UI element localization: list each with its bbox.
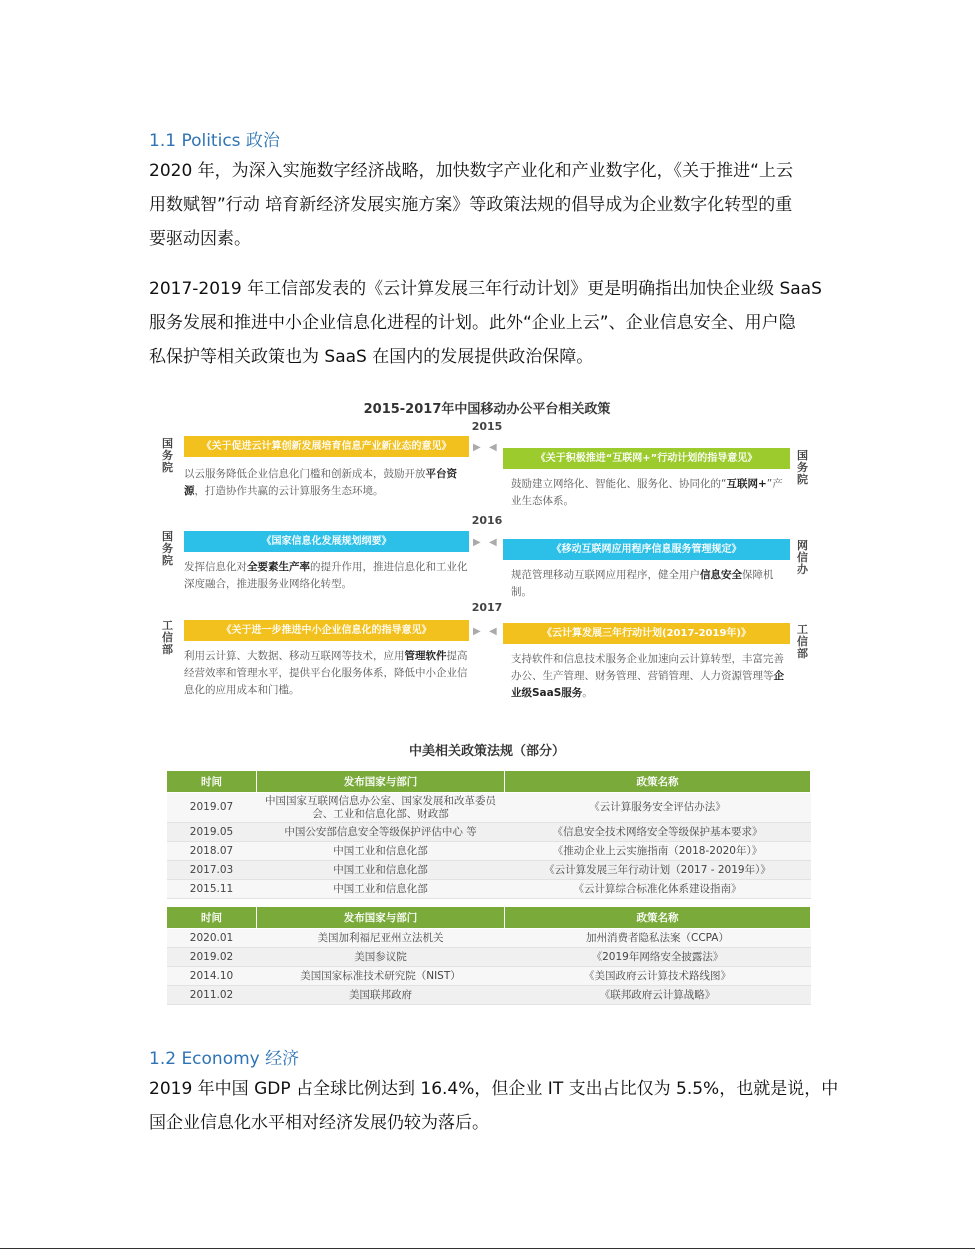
policy-description: 鼓励建立网络化、智能化、服务化、协同化的“互联网+”产业生态体系。 <box>511 478 783 507</box>
table-cell: 中国公安部信息安全等级保护评估中心 等 <box>257 823 505 842</box>
table-cell: 2020.01 <box>167 929 257 948</box>
arrow-left-icon: ◀ <box>489 537 497 548</box>
text-line: 2020 年，为深入实施数字经济战略，加快数字产业化和产业数字化，《关于推进“上云 <box>149 161 793 181</box>
policy-bar: 《国家信息化发展规划纲要》 <box>184 531 469 552</box>
arrow-right-icon: ▶ <box>473 537 481 548</box>
policy-description: 以云服务降低企业信息化门槛和创新成本，鼓励开放平台资源，打造协作共赢的云计算服务生态环境。 <box>184 468 457 497</box>
column-header: 政策名称 <box>505 771 811 793</box>
column-header: 时间 <box>167 771 257 793</box>
policy-bar: 《移动互联网应用程序信息服务管理规定》 <box>503 539 790 560</box>
table-cell: 中国工业和信息化部 <box>257 861 505 880</box>
dept-label: 国务院 <box>162 437 173 474</box>
year-label: 2017 <box>471 601 503 614</box>
dept-label: 国务院 <box>797 449 808 486</box>
table-row <box>167 842 811 861</box>
politics-paragraph-2 <box>149 272 829 374</box>
table-cell: 中国工业和信息化部 <box>257 842 505 861</box>
table-cell: 《联邦政府云计算战略》 <box>505 986 811 1005</box>
table-cell: 《2019年网络安全披露法》 <box>505 948 811 967</box>
policy-bar: 《关于进一步推进中小企业信息化的指导意见》 <box>184 620 469 641</box>
table-cell: 《推动企业上云实施指南（2018-2020年）》 <box>505 842 811 861</box>
arrow-left-icon: ◀ <box>489 626 497 637</box>
policy-description: 利用云计算、大数据、移动互联网等技术，应用管理软件提高经营效率和管理水平，提供平台化服务体系，降低中小企业信息化的应用成本和门槛。 <box>184 650 468 696</box>
politics-paragraph-1 <box>149 154 829 256</box>
text-line: 要驱动因素。 <box>149 229 251 249</box>
table-row <box>167 793 811 823</box>
us-policy-table <box>166 906 811 1005</box>
table-cell: 中国工业和信息化部 <box>257 880 505 899</box>
table-cell: 《云计算服务安全评估办法》 <box>505 793 811 823</box>
text-line: 2017-2019 年工信部发表的《云计算发展三年行动计划》更是明确指出加快企业级 SaaS <box>149 279 822 299</box>
section-heading-politics: 1.1 Politics 政治 <box>149 131 280 151</box>
column-header: 发布国家与部门 <box>257 907 505 929</box>
table-cell: 2017.03 <box>167 861 257 880</box>
year-label: 2016 <box>471 514 503 527</box>
table-cell: 2018.07 <box>167 842 257 861</box>
table-row <box>167 880 811 899</box>
column-header: 时间 <box>167 907 257 929</box>
text-line: 服务发展和推进中小企业信息化进程的计划。此外“企业上云”、企业信息安全、用户隐 <box>149 313 796 333</box>
table-cell: 美国联邦政府 <box>257 986 505 1005</box>
column-header: 政策名称 <box>505 907 811 929</box>
policy-description: 规范管理移动互联网应用程序，健全用户信息安全保障机制。 <box>511 569 774 598</box>
table-cell: 2019.05 <box>167 823 257 842</box>
policy-description: 支持软件和信息技术服务企业加速向云计算转型，丰富完善办公、生产管理、财务管理、营销管理、人力资源管理等企业级SaaS服务。 <box>511 653 784 699</box>
table-row <box>167 986 811 1005</box>
table-row <box>167 929 811 948</box>
table-cell: 2019.02 <box>167 948 257 967</box>
table-cell: 加州消费者隐私法案（CCPA） <box>505 929 811 948</box>
dept-label: 国务院 <box>162 530 173 567</box>
dept-label: 工信部 <box>797 623 808 660</box>
table-cell: 美国参议院 <box>257 948 505 967</box>
text-line: 用数赋智”行动 培育新经济发展实施方案》等政策法规的倡导成为企业数字化转型的重 <box>149 195 793 215</box>
table-cell: 中国国家互联网信息办公室、国家发展和改革委员会、工业和信息化部、财政部 <box>257 793 505 823</box>
table-cell: 美国加利福尼亚州立法机关 <box>257 929 505 948</box>
arrow-right-icon: ▶ <box>473 442 481 453</box>
table-cell: 《云计算综合标准化体系建设指南》 <box>505 880 811 899</box>
table-row <box>167 967 811 986</box>
text-line: 国企业信息化水平相对经济发展仍较为落后。 <box>149 1113 489 1133</box>
table-cell: 2014.10 <box>167 967 257 986</box>
arrow-right-icon: ▶ <box>473 626 481 637</box>
table-cell: 《信息安全技术网络安全等级保护基本要求》 <box>505 823 811 842</box>
economy-paragraph-1 <box>149 1072 839 1140</box>
table-cell: 美国国家标准技术研究院（NIST） <box>257 967 505 986</box>
arrow-left-icon: ◀ <box>489 442 497 453</box>
year-label: 2015 <box>471 420 503 433</box>
policy-figure <box>160 388 814 1020</box>
figure-title: 2015-2017年中国移动办公平台相关政策 <box>363 402 611 417</box>
table-row <box>167 861 811 880</box>
text-line: 私保护等相关政策也为 SaaS 在国内的发展提供政治保障。 <box>149 347 594 367</box>
dept-label: 工信部 <box>162 619 173 656</box>
table-row <box>167 948 811 967</box>
table-title: 中美相关政策法规（部分） <box>408 744 565 759</box>
table-header-row <box>167 907 811 929</box>
policy-bar: 《关于积极推进“互联网+”行动计划的指导意见》 <box>503 448 790 469</box>
column-header: 发布国家与部门 <box>257 771 505 793</box>
policy-bar: 《云计算发展三年行动计划(2017-2019年)》 <box>503 623 790 644</box>
table-cell: 2019.07 <box>167 793 257 823</box>
table-row <box>167 823 811 842</box>
table-cell: 《云计算发展三年行动计划（2017 - 2019年）》 <box>505 861 811 880</box>
table-cell: 2011.02 <box>167 986 257 1005</box>
policy-bar: 《关于促进云计算创新发展培育信息产业新业态的意见》 <box>184 436 469 457</box>
table-cell: 《美国政府云计算技术路线图》 <box>505 967 811 986</box>
policy-description: 发挥信息化对全要素生产率的提升作用，推进信息化和工业化深度融合，推进服务业网络化转型。 <box>184 561 468 590</box>
section-heading-economy: 1.2 Economy 经济 <box>149 1049 300 1069</box>
dept-label: 网信办 <box>797 539 808 576</box>
page-divider <box>0 1248 975 1249</box>
china-policy-table <box>166 770 811 899</box>
table-header-row <box>167 771 811 793</box>
text-line: 2019 年中国 GDP 占全球比例达到 16.4%，但企业 IT 支出占比仅为 5.5%，也就是说，中 <box>149 1079 839 1099</box>
table-cell: 2015.11 <box>167 880 257 899</box>
